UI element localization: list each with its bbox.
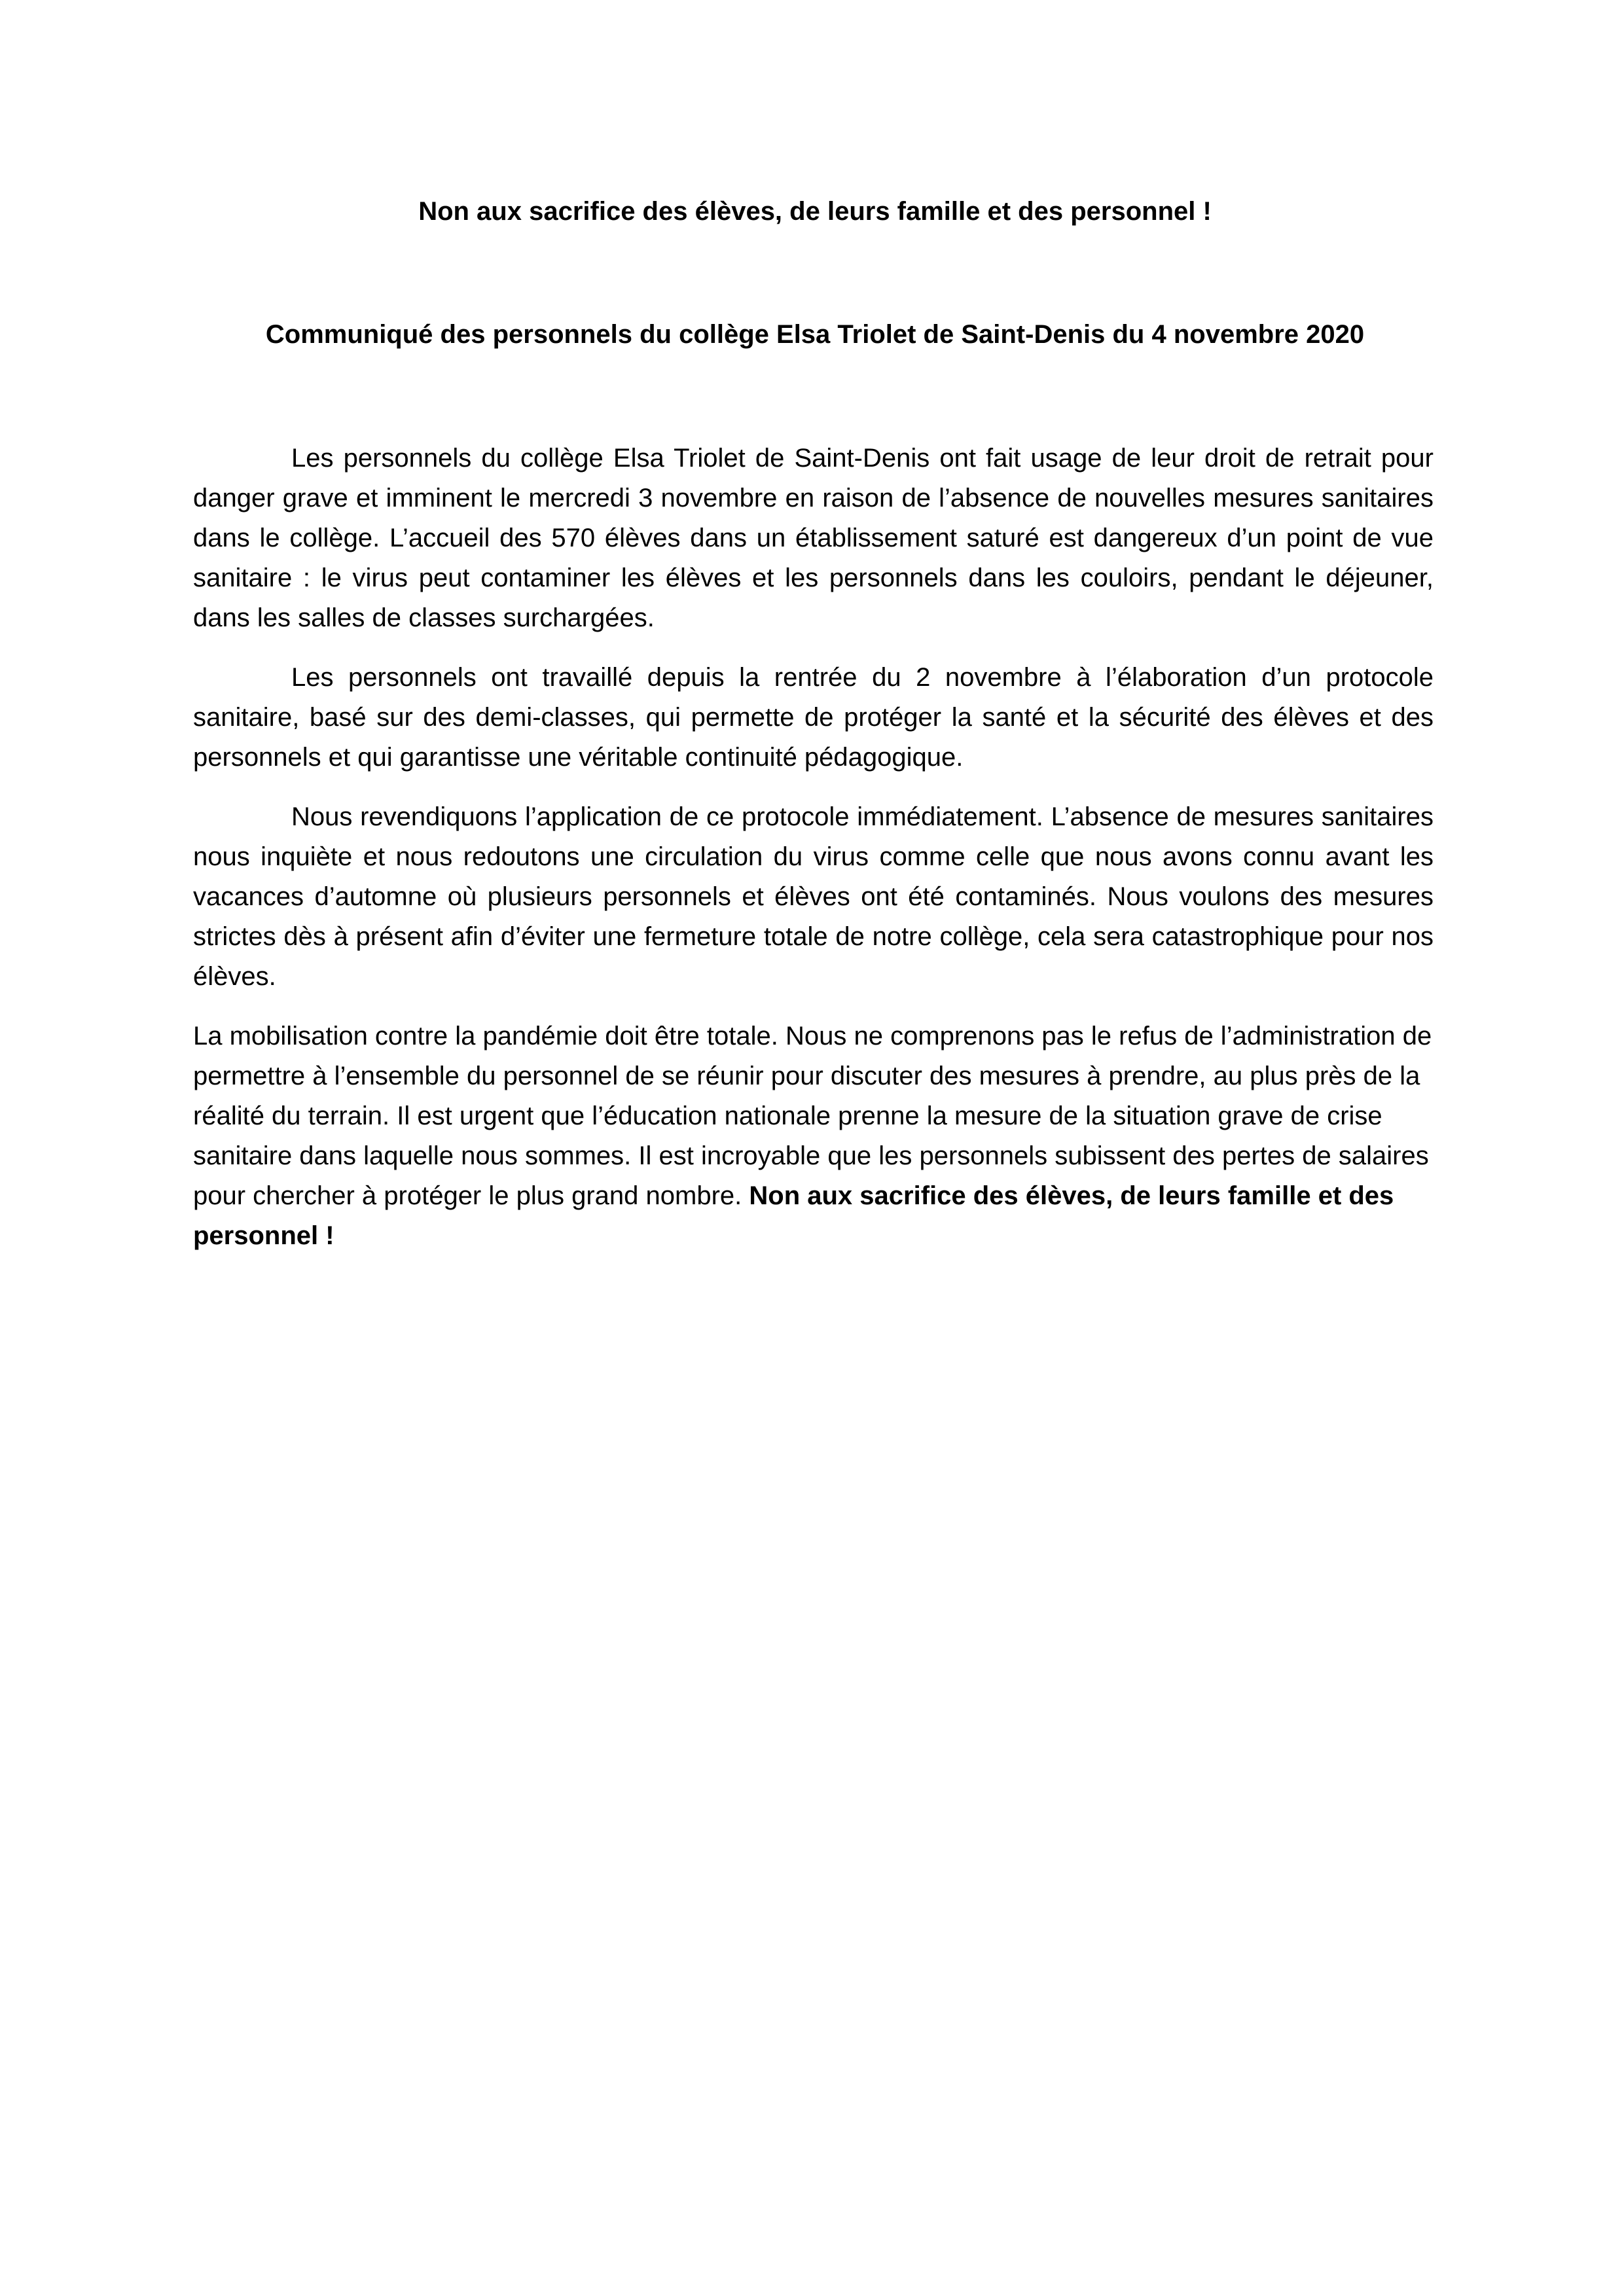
paragraph-4 [193,1016,1434,1256]
document-subtitle: Communiqué des personnels du collège Elsa Triolet de Saint-Denis du 4 novembre 2020 [265,320,1365,349]
document-title: Non aux sacrifice des élèves, de leurs famille et des personnel ! [418,197,1212,226]
paragraph-4-text: La mobilisation contre la pandémie doit être totale. Nous ne comprenons pas le refus de l’administration de permettre à l’ensemble du personnel de se réunir pour discuter des mesures à prendre, au plus près de la réalité du terrain. Il est urgent que l’éducation nationale prenne la mesure de la situation grave de crise sanitaire dans laquelle nous sommes. Il est incroyable que les personnels subissent des pertes de salaires pour chercher à protéger le plus grand nombre. [193,1022,1432,1210]
closing-slogan: Non aux sacrifice des élèves, de leurs famille et des personnel ! [193,1181,1394,1250]
paragraph-1: Les personnels du collège Elsa Triolet de Saint-Denis ont fait usage de leur droit de retrait pour danger grave et imminent le mercredi 3 novembre en raison de l’absence de nouvelles mesures sanitaires dans le collège. L’accueil des 570 élèves dans un établissement saturé est dangereux d’un point de vue sanitaire : le virus peut contaminer les élèves et les personnels dans les couloirs, pendant le déjeuner, dans les salles de classes surchargées. [193,444,1434,632]
paragraph-2: Les personnels ont travaillé depuis la rentrée du 2 novembre à l’élaboration d’un protocole sanitaire, basé sur des demi-classes, qui permette de protéger la santé et la sécurité des élèves et des personnels et qui garantisse une véritable continuité pédagogique. [193,663,1434,772]
paragraph-3: Nous revendiquons l’application de ce protocole immédiatement. L’absence de mesures sanitaires nous inquiète et nous redoutons une circulation du virus comme celle que nous avons connu avant les vacances d’automne où plusieurs personnels et élèves ont été contaminés. Nous voulons des mesures strictes dès à présent afin d’éviter une fermeture totale de notre collège, cela sera catastrophique pour nos élèves. [193,802,1434,991]
document-body [193,439,1434,1276]
